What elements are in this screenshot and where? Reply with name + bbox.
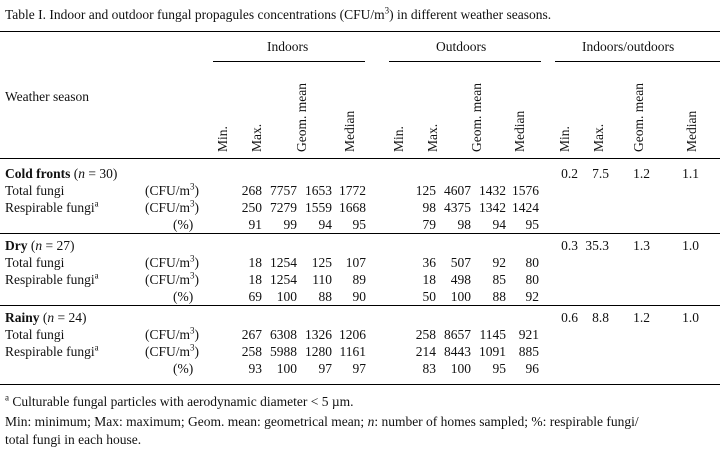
season-n-open: ( (30, 238, 36, 253)
group-header-indoors: Indoors (267, 39, 309, 54)
outdoor-cell: 921 (518, 327, 539, 342)
outdoor-cell: 498 (450, 272, 471, 287)
unit-text-end: ) (194, 272, 200, 287)
outdoor-cell: 80 (525, 255, 539, 270)
ratio-cell: 0.6 (561, 310, 578, 325)
indoor-cell: 1653 (305, 183, 332, 198)
outdoor-cell: 1432 (479, 183, 506, 198)
outdoor-cell: 1091 (479, 344, 506, 359)
outdoor-cell: 92 (525, 289, 539, 304)
unit-text: (CFU/m (145, 327, 191, 342)
unit-cfu (145, 327, 199, 343)
outdoor-cell: 85 (492, 272, 506, 287)
outdoor-cell: 4607 (444, 183, 471, 198)
unit-text: (CFU/m (145, 255, 191, 270)
indoor-cell: 69 (248, 289, 262, 304)
subheader-indoors-3: Median (342, 110, 357, 152)
indoor-cell: 88 (318, 289, 332, 304)
indoor-cell: 1161 (339, 344, 366, 359)
unit-text-end: ) (194, 200, 200, 215)
indoor-cell: 1280 (305, 344, 332, 359)
season-name: Dry (5, 238, 28, 253)
footnote-abbrev (5, 414, 639, 430)
bottom-rule (0, 384, 720, 385)
outdoor-cell: 258 (415, 327, 436, 342)
ratio-cell: 0.3 (561, 238, 578, 253)
outdoor-cell: 36 (422, 255, 436, 270)
outdoor-cell: 96 (525, 361, 539, 376)
row-label-total-fungi: Total fungi (5, 327, 65, 342)
unit-sup: 3 (190, 198, 195, 209)
unit-cfu (145, 272, 199, 288)
ratio-rule (555, 61, 720, 62)
season-title-dry (5, 238, 74, 254)
indoor-cell: 1559 (305, 200, 332, 215)
footnote-a-text: Culturable fungal particles with aerodynamic diameter < 5 µm. (9, 394, 354, 409)
ratio-cell: 1.2 (633, 166, 650, 181)
outdoor-cell: 80 (525, 272, 539, 287)
indoor-cell: 107 (345, 255, 366, 270)
unit-percent: (%) (173, 217, 194, 232)
outdoor-cell: 885 (518, 344, 539, 359)
indoor-cell: 1326 (305, 327, 332, 342)
unit-text-end: ) (194, 327, 200, 342)
season-n-eq: = 30) (85, 166, 118, 181)
indoor-cell: 7279 (270, 200, 297, 215)
subheader-outdoors-0: Min. (391, 126, 406, 152)
unit-text: (CFU/m (145, 344, 191, 359)
unit-sup: 3 (190, 253, 195, 264)
outdoor-cell: 88 (492, 289, 506, 304)
outdoor-cell: 98 (457, 217, 471, 232)
indoor-cell: 93 (248, 361, 262, 376)
season-n-var: n (78, 166, 86, 181)
outdoor-cell: 1342 (479, 200, 506, 215)
outdoor-cell: 1145 (479, 327, 506, 342)
season-name: Cold fronts (5, 166, 71, 181)
ratio-cell: 8.8 (592, 310, 609, 325)
ratio-cell: 7.5 (592, 166, 609, 181)
outdoor-cell: 50 (422, 289, 436, 304)
row-label-sup: a (94, 270, 99, 281)
footnote-abbrev-text-end: : number of homes sampled; %: respirable fungi/ (374, 414, 639, 429)
row-label-total-fungi: Total fungi (5, 183, 65, 198)
subheader-outdoors-1: Max. (425, 123, 440, 152)
footnote-abbrev-cont: total fungi in each house. (5, 432, 142, 447)
season-n-open: ( (73, 166, 79, 181)
season-n-eq: = 27) (42, 238, 75, 253)
table-title (5, 7, 551, 23)
season-n-var: n (47, 310, 55, 325)
indoor-cell: 97 (318, 361, 332, 376)
ratio-cell: 1.0 (682, 310, 699, 325)
indoor-cell: 5988 (270, 344, 297, 359)
indoor-cell: 1668 (339, 200, 366, 215)
row-label-text: Respirable fungi (5, 344, 95, 359)
season-title-rainy (5, 310, 87, 326)
subheader-ratio-2: Geom. mean (631, 83, 646, 152)
subheader-ratio-1: Max. (591, 123, 606, 152)
outdoor-cell: 1424 (512, 200, 539, 215)
outdoor-cell: 8443 (444, 344, 471, 359)
unit-cfu (145, 200, 199, 216)
unit-text-end: ) (194, 344, 200, 359)
outdoors-rule (389, 61, 541, 62)
indoor-cell: 1206 (339, 327, 366, 342)
outdoor-cell: 92 (492, 255, 506, 270)
row-label-text: Respirable fungi (5, 272, 95, 287)
subheader-indoors-1: Max. (249, 123, 264, 152)
indoor-cell: 250 (241, 200, 262, 215)
indoor-cell: 94 (318, 217, 332, 232)
outdoor-cell: 18 (422, 272, 436, 287)
ratio-cell: 1.3 (633, 238, 650, 253)
indoor-cell: 90 (352, 289, 366, 304)
title-text-end: ) in different weather seasons. (389, 7, 552, 22)
group-header-ratio: Indoors/outdoors (582, 39, 675, 54)
outdoor-cell: 214 (415, 344, 436, 359)
unit-text: (CFU/m (145, 200, 191, 215)
outdoor-cell: 95 (525, 217, 539, 232)
unit-cfu (145, 255, 199, 271)
indoor-cell: 268 (241, 183, 262, 198)
group-header-outdoors: Outdoors (436, 39, 487, 54)
outdoor-cell: 95 (492, 361, 506, 376)
indoor-cell: 95 (352, 217, 366, 232)
unit-text: (CFU/m (145, 183, 191, 198)
season-rule-0 (0, 233, 720, 234)
unit-sup: 3 (190, 181, 195, 192)
title-sup: 3 (384, 5, 390, 16)
season-rule-1 (0, 305, 720, 306)
indoor-cell: 99 (283, 217, 297, 232)
row-header: Weather season (5, 89, 89, 104)
outdoor-cell: 8657 (444, 327, 471, 342)
indoor-cell: 267 (241, 327, 262, 342)
season-n-eq: = 24) (54, 310, 87, 325)
ratio-cell: 1.2 (633, 310, 650, 325)
unit-cfu (145, 183, 199, 199)
outdoor-cell: 98 (422, 200, 436, 215)
indoor-cell: 1254 (270, 255, 297, 270)
indoor-cell: 258 (241, 344, 262, 359)
indoor-cell: 89 (352, 272, 366, 287)
indoor-cell: 91 (248, 217, 262, 232)
indoor-cell: 100 (276, 289, 297, 304)
indoor-cell: 18 (248, 255, 262, 270)
row-label-sup: a (94, 342, 99, 353)
footnote-abbrev-var: n (367, 414, 375, 429)
outdoor-cell: 125 (415, 183, 436, 198)
indoor-cell: 18 (248, 272, 262, 287)
unit-text: (CFU/m (145, 272, 191, 287)
title-text: Table I. Indoor and outdoor fungal propagules concentrations (CFU/m (5, 7, 385, 22)
season-n-open: ( (42, 310, 48, 325)
subheader-outdoors-2: Geom. mean (469, 83, 484, 152)
header-rule (0, 158, 720, 159)
unit-sup: 3 (190, 270, 195, 281)
unit-text-end: ) (194, 183, 200, 198)
row-label-respirable-fungi (5, 200, 99, 216)
subheader-ratio-0: Min. (557, 126, 572, 152)
outdoor-cell: 100 (450, 289, 471, 304)
season-n-var: n (35, 238, 43, 253)
indoor-cell: 1772 (339, 183, 366, 198)
indoor-cell: 125 (311, 255, 332, 270)
unit-sup: 3 (190, 342, 195, 353)
indoor-cell: 110 (312, 272, 332, 287)
ratio-cell: 1.1 (682, 166, 699, 181)
footnote-abbrev-text: Min: minimum; Max: maximum; Geom. mean: geometrical mean; (5, 414, 368, 429)
unit-percent: (%) (173, 289, 194, 304)
ratio-cell: 0.2 (561, 166, 578, 181)
row-label-total-fungi: Total fungi (5, 255, 65, 270)
season-title-cold-fronts (5, 166, 117, 182)
subheader-outdoors-3: Median (512, 110, 527, 152)
indoor-cell: 100 (276, 361, 297, 376)
season-name: Rainy (5, 310, 40, 325)
unit-text-end: ) (194, 255, 200, 270)
outdoor-cell: 94 (492, 217, 506, 232)
indoor-cell: 1254 (270, 272, 297, 287)
ratio-cell: 1.0 (682, 238, 699, 253)
top-rule (0, 31, 720, 32)
outdoor-cell: 100 (450, 361, 471, 376)
outdoor-cell: 507 (450, 255, 471, 270)
outdoor-cell: 79 (422, 217, 436, 232)
indoor-cell: 7757 (270, 183, 297, 198)
ratio-cell: 35.3 (585, 238, 609, 253)
subheader-indoors-0: Min. (215, 126, 230, 152)
unit-percent: (%) (173, 361, 194, 376)
footnote-a (5, 394, 354, 410)
row-label-respirable-fungi (5, 272, 99, 288)
footnote-a-marker: a (5, 392, 9, 403)
row-label-sup: a (94, 198, 99, 209)
subheader-indoors-2: Geom. mean (294, 83, 309, 152)
unit-cfu (145, 344, 199, 360)
row-label-text: Respirable fungi (5, 200, 95, 215)
row-label-respirable-fungi (5, 344, 99, 360)
indoor-cell: 6308 (270, 327, 297, 342)
subheader-ratio-3: Median (684, 110, 699, 152)
indoors-rule (213, 61, 365, 62)
outdoor-cell: 83 (422, 361, 436, 376)
indoor-cell: 97 (352, 361, 366, 376)
outdoor-cell: 1576 (512, 183, 539, 198)
outdoor-cell: 4375 (444, 200, 471, 215)
unit-sup: 3 (190, 325, 195, 336)
